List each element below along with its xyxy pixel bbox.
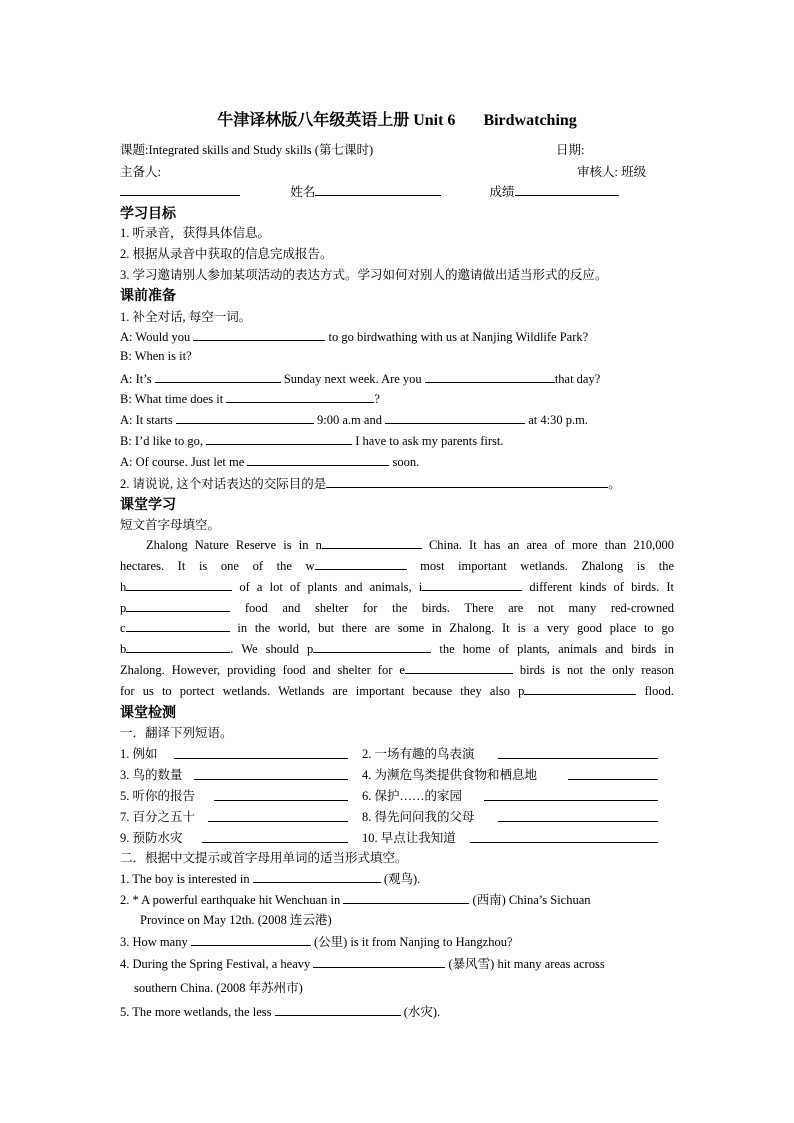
phrase-text: 10. 早点让我知道 bbox=[362, 831, 456, 845]
passage-text: China. It has an area of more than 210,000 bbox=[421, 538, 675, 552]
reviewer-label: 审核人: 班级 bbox=[577, 165, 647, 179]
answer-blank[interactable] bbox=[126, 619, 230, 632]
phrase-text: 8. 得先问问我的父母 bbox=[362, 810, 475, 824]
phrase-text: 3. 鸟的数量 bbox=[120, 768, 183, 782]
passage-line bbox=[120, 557, 674, 574]
answer-blank[interactable] bbox=[385, 411, 525, 424]
objectives-heading: 学习目标 bbox=[120, 207, 176, 222]
objective-item: 1. 听录音，获得具体信息。 bbox=[120, 226, 271, 240]
phrase-item bbox=[120, 807, 195, 825]
answer-blank[interactable] bbox=[155, 370, 281, 383]
answer-blank[interactable] bbox=[343, 891, 469, 904]
phrase-item bbox=[362, 786, 462, 804]
phrase-text: 6. 保护……的家园 bbox=[362, 789, 463, 803]
sentence-continuation: southern China. (2008 年苏州市) bbox=[134, 981, 303, 995]
answer-blank[interactable] bbox=[126, 640, 230, 653]
phrase-item bbox=[362, 744, 475, 762]
answer-blank[interactable] bbox=[247, 453, 389, 466]
phrase-item bbox=[362, 807, 475, 825]
answer-blank[interactable] bbox=[470, 830, 658, 843]
name-blank bbox=[315, 183, 441, 196]
phrase-item bbox=[120, 765, 183, 783]
answer-blank[interactable] bbox=[126, 599, 230, 612]
dialogue-line bbox=[120, 370, 600, 387]
answer-blank[interactable] bbox=[202, 830, 348, 843]
dialogue-text: 9:00 a.m and bbox=[313, 413, 386, 427]
phrase-text: 2. 一场有趣的鸟表演 bbox=[362, 747, 475, 761]
sentence-continuation: Province on May 12th. (2008 连云港) bbox=[140, 913, 332, 927]
dialogue-line: B: When is it? bbox=[120, 349, 192, 363]
date-label: 日期: bbox=[556, 143, 585, 157]
sentence-item bbox=[120, 932, 513, 950]
answer-blank[interactable] bbox=[206, 432, 352, 445]
phrase-text: 7. 百分之五十 bbox=[120, 810, 196, 824]
dialogue-line bbox=[120, 328, 588, 345]
title-unit-name: Birdwatching bbox=[483, 112, 577, 129]
passage-text: in the world, but there are some in Zhalong. It is a very good place to go bbox=[229, 621, 674, 635]
score-label: 成绩 bbox=[489, 185, 515, 199]
dialogue-text: Sunday next week. Are you bbox=[280, 372, 425, 386]
answer-blank[interactable] bbox=[275, 1003, 401, 1016]
dialogue-text: B: I’d like to go, bbox=[120, 434, 207, 448]
answer-blank[interactable] bbox=[194, 767, 348, 780]
phrase-item bbox=[120, 744, 158, 762]
class-blank bbox=[120, 183, 240, 196]
answer-blank[interactable] bbox=[226, 390, 374, 403]
class-heading: 课堂学习 bbox=[120, 498, 176, 513]
answer-blank[interactable] bbox=[176, 411, 314, 424]
score-blank bbox=[515, 183, 619, 196]
phrase-text: 4. 为濒危鸟类提供食物和栖息地 bbox=[362, 768, 538, 782]
passage-text: Zhalong. However, providing food and shelter for e bbox=[120, 663, 405, 677]
answer-blank[interactable] bbox=[193, 328, 325, 341]
topic-line: 课题:Integrated skills and Study skills (第七课时) bbox=[120, 143, 374, 157]
passage-line bbox=[120, 578, 674, 595]
sentence-text: (水灾). bbox=[400, 1005, 441, 1019]
class-instruction: 短文首字母填空。 bbox=[120, 518, 221, 532]
objective-item: 3. 学习邀请别人参加某项活动的表达方式。学习如何对别人的邀请做出适当形式的反应。 bbox=[120, 268, 608, 282]
sentence-text: (公里) is it from Nanjing to Hangzhou? bbox=[310, 935, 513, 949]
check-part-2: 二．根据中文提示或首字母用单词的适当形式填空。 bbox=[120, 851, 408, 865]
passage-text: for us to portect wetlands. Wetlands are important because they also p bbox=[120, 684, 525, 698]
passage-text: flood. bbox=[636, 684, 674, 698]
passage-text: Zhalong Nature Reserve is in n bbox=[146, 538, 322, 552]
dialogue-text: A: It starts bbox=[120, 413, 176, 427]
passage-text: birds is not the only reason bbox=[512, 663, 674, 677]
sentence-text: (暴风雪) hit many areas across bbox=[445, 957, 605, 971]
dialogue-line bbox=[120, 390, 380, 407]
name-label: 姓名 bbox=[290, 185, 316, 199]
dialogue-text: A: Would you bbox=[120, 330, 194, 344]
phrase-text: 5. 听你的报告 bbox=[120, 789, 196, 803]
answer-blank[interactable] bbox=[214, 788, 348, 801]
passage-line bbox=[120, 536, 674, 553]
answer-blank[interactable] bbox=[315, 557, 407, 570]
phrase-item bbox=[362, 828, 456, 846]
passage-text: h bbox=[120, 580, 127, 594]
sentence-text: 3. How many bbox=[120, 935, 191, 949]
answer-blank[interactable] bbox=[253, 870, 381, 883]
answer-blank[interactable] bbox=[322, 536, 422, 549]
phrase-item bbox=[120, 828, 183, 846]
phrase-text: 9. 预防水灾 bbox=[120, 831, 183, 845]
dialogue-text: B: What time does it bbox=[120, 392, 227, 406]
answer-blank[interactable] bbox=[568, 767, 658, 780]
dialogue-line bbox=[120, 432, 503, 449]
dialogue-text: that day? bbox=[554, 372, 601, 386]
dialogue-text: soon. bbox=[389, 455, 420, 469]
dialogue-text: A: It’s bbox=[120, 372, 155, 386]
sentence-item bbox=[120, 954, 605, 972]
answer-blank[interactable] bbox=[174, 746, 348, 759]
answer-blank[interactable] bbox=[498, 746, 658, 759]
dialogue-text: at 4:30 p.m. bbox=[525, 413, 588, 427]
passage-line bbox=[120, 661, 674, 678]
passage-text: . We should p bbox=[230, 642, 314, 656]
answer-blank[interactable] bbox=[422, 578, 522, 591]
phrase-text: 1. 例如 bbox=[120, 747, 158, 761]
sentence-item bbox=[120, 1002, 440, 1020]
sentence-text: (西南) China’s Sichuan bbox=[469, 893, 591, 907]
objective-item: 2. 根据从录音中获取的信息完成报告。 bbox=[120, 247, 333, 261]
answer-blank[interactable] bbox=[313, 640, 431, 653]
passage-line bbox=[120, 619, 674, 636]
passage-text: food and shelter for the birds. There are not many red-crowned bbox=[230, 601, 674, 615]
passage-text: b bbox=[120, 642, 127, 656]
prepared-by-label: 主备人: bbox=[120, 165, 161, 179]
phrase-item bbox=[120, 786, 195, 804]
passage-text: the home of plants, animals and birds in bbox=[431, 642, 674, 656]
passage-text: c bbox=[120, 621, 126, 635]
passage-text: most important wetlands. Zhalong is the bbox=[406, 559, 674, 573]
dialogue-text: I have to ask my parents first. bbox=[352, 434, 504, 448]
sentence-text: 4. During the Spring Festival, a heavy bbox=[120, 957, 314, 971]
answer-blank[interactable] bbox=[484, 788, 658, 801]
passage-line bbox=[120, 599, 674, 616]
passage-text: different kinds of birds. It bbox=[522, 580, 674, 594]
check-part-1: 一．翻译下列短语。 bbox=[120, 726, 233, 740]
class-name-score-line bbox=[120, 182, 619, 200]
prep-heading: 课前准备 bbox=[120, 289, 176, 304]
dialogue-line bbox=[120, 411, 588, 428]
answer-blank[interactable] bbox=[425, 370, 555, 383]
answer-blank[interactable] bbox=[126, 578, 232, 591]
sentence-text: 1. The boy is interested in bbox=[120, 872, 253, 886]
dialogue-line bbox=[120, 453, 419, 470]
dialogue-text: to go birdwathing with us at Nanjing Wildlife Park? bbox=[325, 330, 589, 344]
page-title bbox=[0, 107, 794, 130]
answer-blank[interactable] bbox=[326, 475, 608, 488]
prep-question-2 bbox=[120, 474, 621, 492]
dialogue-text: ? bbox=[374, 392, 380, 406]
sentence-item bbox=[120, 869, 420, 887]
prep-question-1: 1. 补全对话, 每空一词。 bbox=[120, 310, 252, 324]
sentence-text: (观鸟). bbox=[380, 872, 421, 886]
check-heading: 课堂检测 bbox=[120, 706, 176, 721]
answer-blank[interactable] bbox=[191, 933, 311, 946]
passage-text: hectares. It is one of the w bbox=[120, 559, 315, 573]
title-main: 牛津译林版八年级英语上册 Unit 6 bbox=[217, 112, 456, 129]
question-text: 2. 请说说, 这个对话表达的交际目的是 bbox=[120, 477, 327, 491]
passage-line bbox=[120, 682, 674, 699]
question-text: 。 bbox=[608, 477, 621, 491]
sentence-item bbox=[120, 890, 591, 908]
phrase-item bbox=[362, 765, 537, 783]
sentence-text: 5. The more wetlands, the less bbox=[120, 1005, 275, 1019]
answer-blank[interactable] bbox=[524, 682, 636, 695]
answer-blank[interactable] bbox=[498, 809, 658, 822]
passage-line bbox=[120, 640, 674, 657]
dialogue-text: A: Of course. Just let me bbox=[120, 455, 248, 469]
passage-text: of a lot of plants and animals, i bbox=[232, 580, 423, 594]
sentence-text: 2. * A powerful earthquake hit Wenchuan in bbox=[120, 893, 344, 907]
answer-blank[interactable] bbox=[208, 809, 348, 822]
answer-blank[interactable] bbox=[313, 955, 445, 968]
answer-blank[interactable] bbox=[405, 661, 513, 674]
passage-text: p bbox=[120, 601, 127, 615]
